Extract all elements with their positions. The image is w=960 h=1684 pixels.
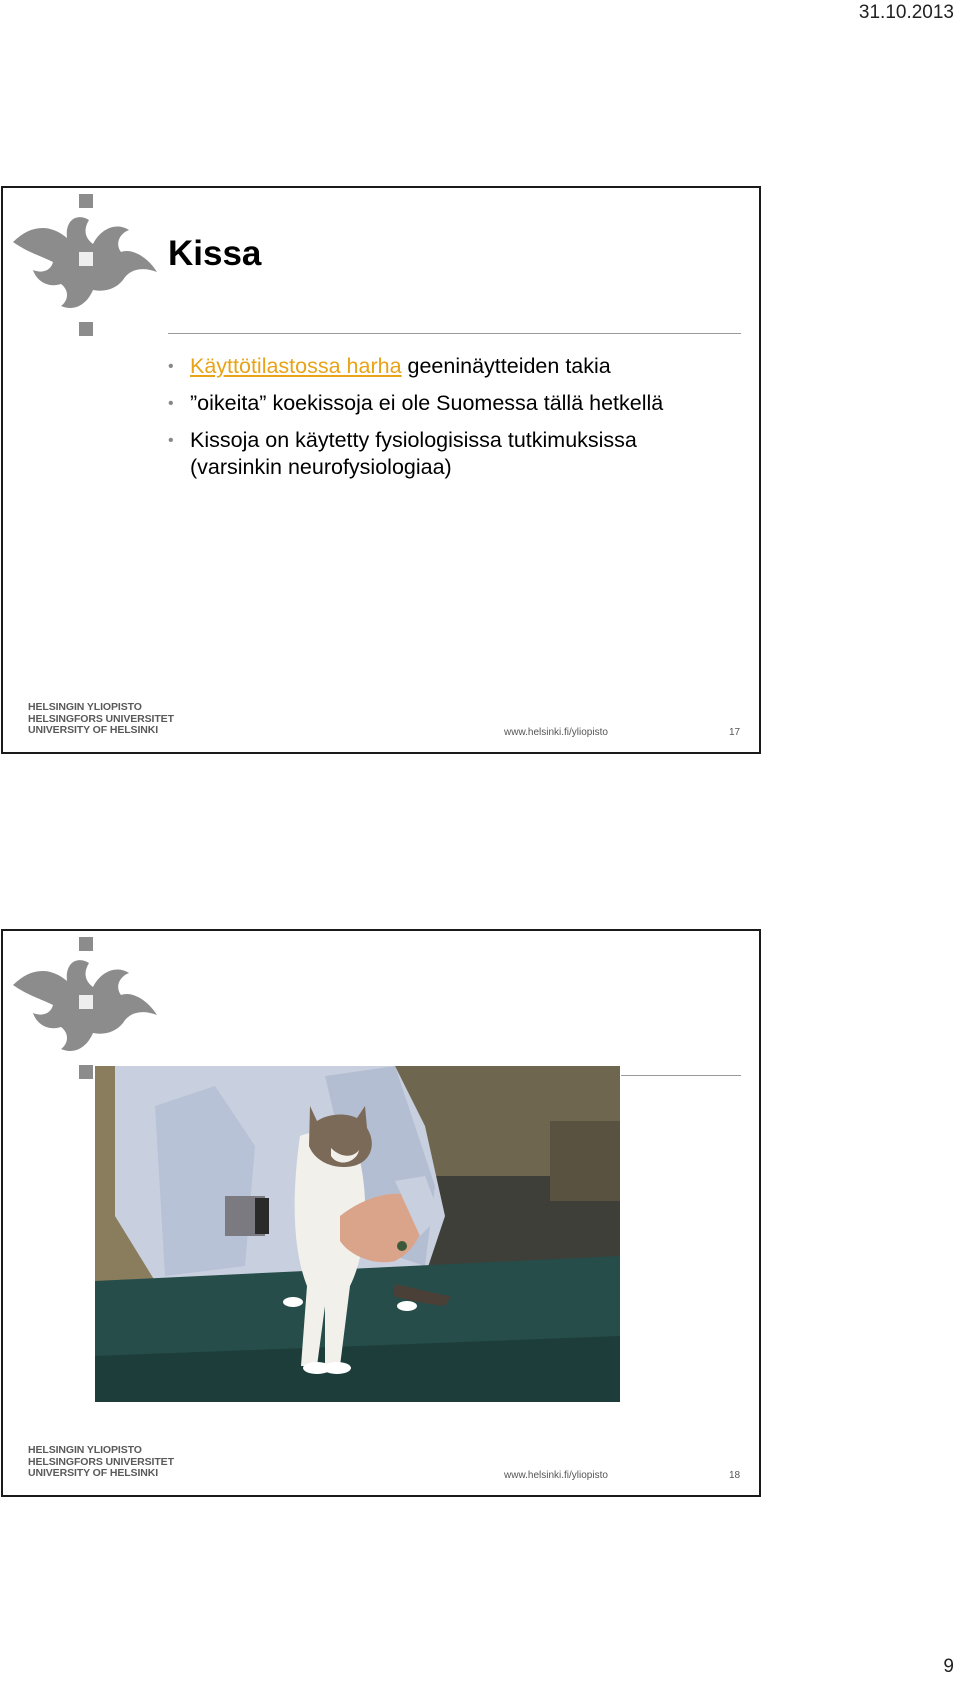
- bullet-list: [166, 353, 726, 491]
- flame-logo-icon: [11, 194, 163, 336]
- bullet-item: [166, 427, 726, 481]
- footer-url[interactable]: www.helsinki.fi/yliopisto: [504, 727, 608, 738]
- university-logo-line: HELSINGFORS UNIVERSITET: [28, 712, 174, 725]
- flame-logo-icon: [11, 937, 163, 1079]
- bullet-dot-icon: •: [168, 432, 174, 449]
- university-logo-line: HELSINGFORS UNIVERSITET: [28, 1455, 174, 1468]
- university-logo: [28, 1445, 174, 1480]
- bullet-link[interactable]: Käyttötilastossa harha: [190, 354, 402, 378]
- bullet-item: [166, 390, 726, 417]
- bullet-text: ”oikeita” koekissoja ei ole Suomessa tällä hetkellä: [190, 391, 664, 415]
- slide-18: [1, 929, 761, 1497]
- cat-photo: [95, 1066, 620, 1402]
- slide-17: [1, 186, 761, 754]
- title-divider: [168, 333, 741, 334]
- bullet-text: Kissoja on käytetty fysiologisissa tutkimuksissa (varsinkin neurofysiologiaa): [190, 428, 637, 479]
- bullet-item: [166, 353, 726, 380]
- footer-url[interactable]: www.helsinki.fi/yliopisto: [504, 1470, 608, 1481]
- slide-number: 17: [729, 727, 741, 738]
- university-logo-line: UNIVERSITY OF HELSINKI: [28, 1467, 159, 1479]
- university-logo-line: HELSINGIN YLIOPISTO: [28, 1444, 142, 1456]
- page-number: 9: [943, 1656, 954, 1677]
- bullet-text: geeninäytteiden takia: [401, 354, 611, 378]
- slide-number: 18: [729, 1470, 741, 1481]
- university-logo-line: HELSINGIN YLIOPISTO: [28, 701, 142, 713]
- university-logo-line: UNIVERSITY OF HELSINKI: [28, 724, 159, 736]
- bullet-dot-icon: •: [168, 358, 174, 375]
- title-divider: [621, 1075, 741, 1076]
- page-date: 31.10.2013: [858, 2, 954, 23]
- university-logo: [28, 702, 174, 737]
- slide-title: Kissa: [168, 234, 262, 273]
- bullet-dot-icon: •: [168, 395, 174, 412]
